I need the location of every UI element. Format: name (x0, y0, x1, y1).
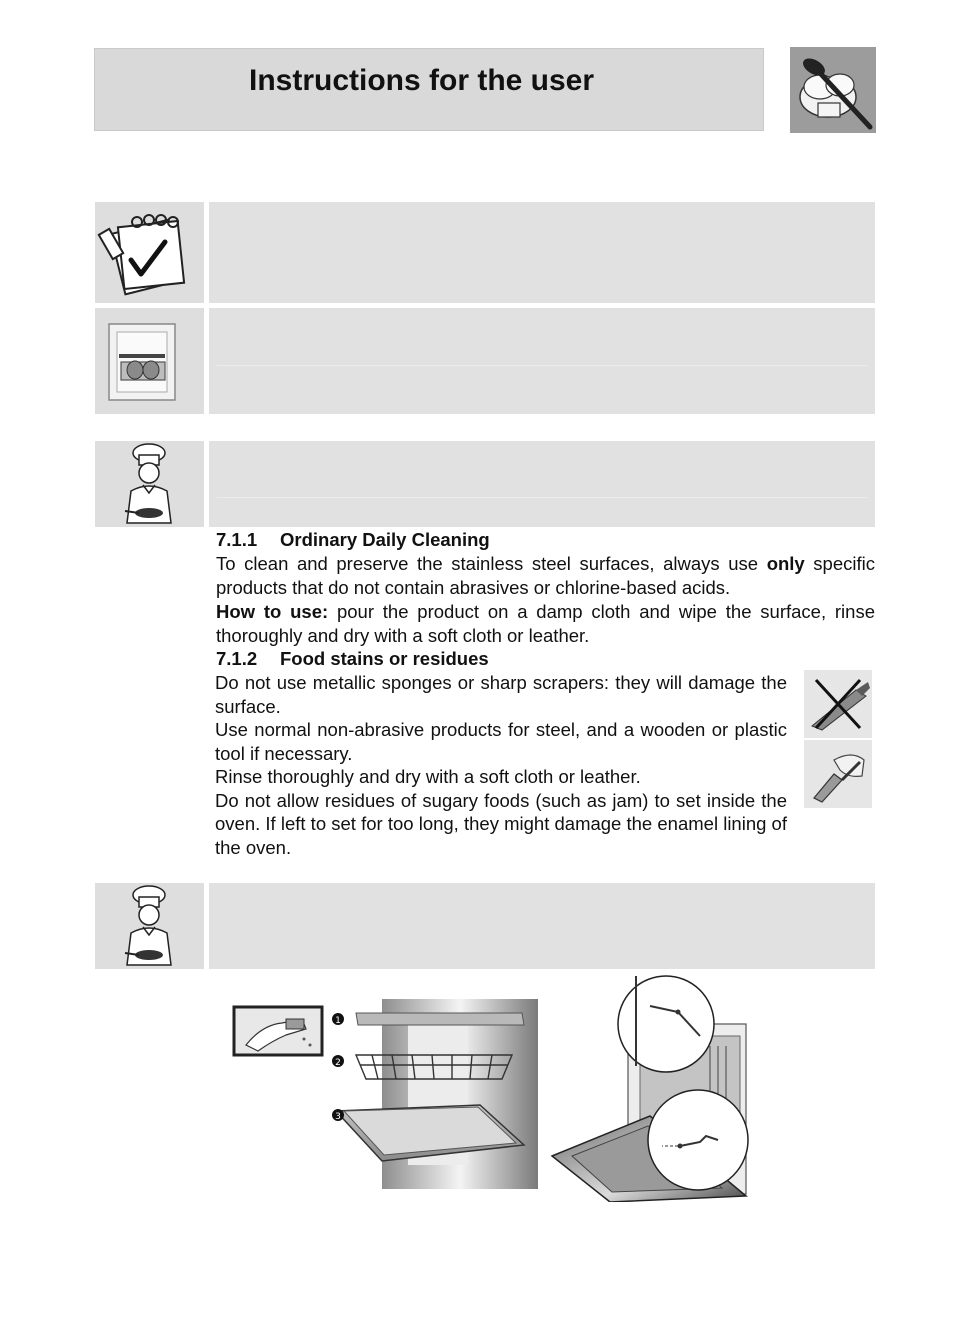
oven-accessories-illustration (232, 995, 542, 1195)
paragraph-text: Do not use metallic sponges or sharp scrapers: they will damage the surface. (215, 672, 787, 717)
band-4-icon-cell (95, 883, 204, 969)
callout-1: 1 (335, 1016, 341, 1026)
callout-3: 3 (335, 1112, 341, 1122)
band-2-text-area (209, 308, 875, 414)
band-2-icon-cell (95, 308, 204, 414)
paragraph-text: Use normal non-abrasive products for steel, and a wooden or plastic tool if necessary. (215, 719, 787, 764)
section-712-text (215, 671, 787, 859)
emphasis-text: How to use: (216, 601, 329, 622)
band-1-icon-cell (95, 202, 204, 303)
chef-icon (95, 441, 204, 527)
paragraph-text: Rinse thoroughly and dry with a soft cloth or leather. (215, 766, 641, 787)
paragraph-text: specific products that do not contain abrasives or chlorine-based acids. (216, 553, 875, 598)
emphasis-text: only (766, 553, 805, 574)
section-712-heading (216, 648, 876, 670)
cloth-wipe-icon (234, 1007, 322, 1055)
section-711-paragraph-2 (216, 600, 875, 647)
paragraph-text: pour the product on a damp cloth and wipe the surface, rinse thoroughly and dry with a soft cloth or leather. (216, 601, 875, 646)
section-711-paragraph-1 (216, 552, 875, 599)
section-711-heading (216, 529, 876, 551)
notepad-check-icon (95, 202, 204, 303)
section-number: 7.1.2 (216, 648, 258, 669)
section-title: Food stains or residues (280, 648, 489, 669)
no-knife-icon (804, 670, 872, 738)
band-divider (217, 497, 867, 498)
band-3-icon-cell (95, 441, 204, 527)
chef-spoon-icon (790, 47, 876, 133)
page-title: Instructions for the user (249, 64, 595, 97)
band-3-text-area (209, 441, 875, 527)
section-title: Ordinary Daily Cleaning (280, 529, 490, 550)
section-number: 7.1.1 (216, 529, 258, 550)
chef-icon (95, 883, 204, 969)
wooden-scraper-icon (804, 740, 872, 808)
oven-door-removal-illustration (550, 966, 750, 1202)
band-4-text-area (209, 883, 875, 969)
callout-2: 2 (335, 1058, 341, 1068)
band-1-text-area (209, 202, 875, 303)
appliance-panel-icon (95, 308, 204, 414)
band-divider (217, 365, 867, 366)
paragraph-text: Do not allow residues of sugary foods (such as jam) to set inside the oven. If left to set for too long, they might damage the enamel lining of the oven. (215, 789, 787, 858)
paragraph-text: To clean and preserve the stainless steel surfaces, always use (216, 553, 767, 574)
